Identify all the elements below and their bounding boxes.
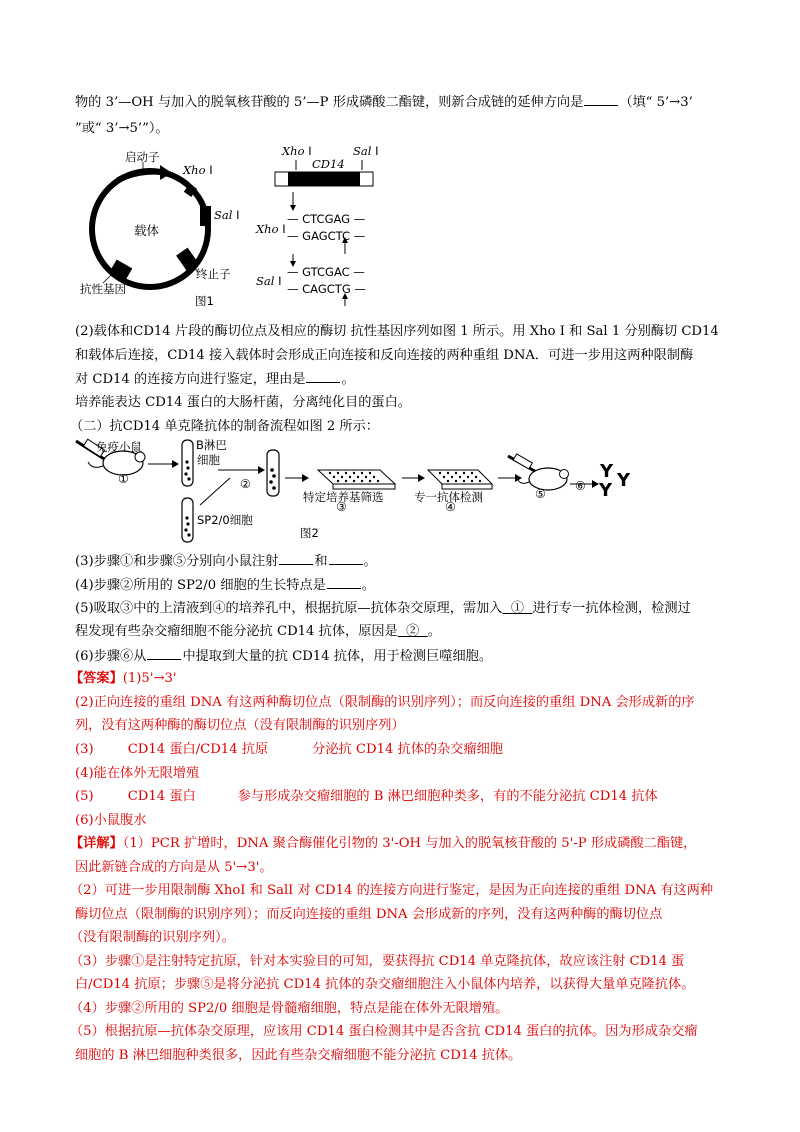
q2-line-4: 培养能表达 CD14 蛋白的大肠杆菌，分离纯化目的蛋白。: [75, 395, 411, 410]
resistance-gene-label: 抗性基因: [80, 282, 126, 296]
antibody-icon: Y: [600, 461, 614, 482]
step-3-label: ③: [336, 500, 347, 514]
b-cell-label-2: 细胞: [197, 453, 220, 467]
b-cell-label-1: B淋巴: [196, 438, 227, 452]
detail-3-line-2: 白/CD14 抗原；步骤⑤是将分泌抗 CD14 抗体的杂交瘤细胞注入小鼠体内培养，以获得大量单克隆抗体。: [75, 977, 695, 992]
seq-sal-top: — GTCGAC —: [287, 265, 365, 279]
q5-line-1: (5)吸取③中的上清液到④的培养孔中，根据抗原—抗体杂交原理，需加入 ① 进行专一抗体检测，检测过: [75, 601, 691, 616]
culture-plate-4-icon: [428, 470, 492, 489]
answer-6: (6)小鼠腹水: [75, 813, 147, 828]
seq-sal-label: Sal I: [256, 274, 282, 288]
xho-site-label: Xho I: [183, 163, 213, 177]
fused-cell-tube-icon: [267, 450, 279, 496]
q1-line-1: 物的 3’—OH 与加入的脱氧核苷酸的 5’—P 形成磷酸二酯键，则新合成链的延伸方向是 （填“ 5’→3’: [75, 92, 693, 113]
q5-line-2: 程发现有些杂交瘤细胞不能分泌抗 CD14 抗体，原因是 ② 。: [75, 624, 441, 639]
detail-1-line-1: 【详解】（1）PCR 扩增时，DNA 聚合酶催化引物的 3'-OH 与加入的脱氧核苷酸的 5'-P 形成磷酸二酯键，: [70, 836, 697, 851]
seq-xho-label: Xho I: [256, 222, 286, 236]
step-5-label: ⑤: [535, 487, 546, 501]
arrow-icon: [172, 460, 179, 468]
detail-5-line-1: （5）根据抗原—抗体杂交原理，应该用 CD14 蛋白检测其中是否含抗 CD14 蛋白的抗体。因为形成杂交瘤: [70, 1024, 698, 1039]
seq-sal-bottom: — CAGCTG —: [287, 282, 366, 296]
step-4-label: ④: [445, 500, 456, 514]
screen-label: 特定培养基筛选: [303, 490, 384, 504]
detail-2-line-3: （没有限制酶的识别序列）。: [70, 930, 235, 945]
figure-1-caption: 图1: [195, 294, 214, 308]
b-cell-tube-icon: [182, 440, 193, 486]
q6-line: (6)步骤⑥从 中提取到大量的抗 CD14 抗体，用于检测巨噬细胞。: [75, 646, 492, 667]
seq-xho-top: — CTCGAG —: [287, 212, 366, 226]
detail-4: （4）步骤②所用的 SP2/0 细胞是骨髓瘤细胞，特点是能在体外无限增殖。: [70, 1001, 509, 1016]
terminator-label: 终止子: [196, 267, 231, 281]
arrow-icon: [592, 480, 599, 488]
fragment-xho-label: Xho I: [282, 144, 312, 158]
answer-1: 【答案】(1)5'→3': [70, 671, 177, 686]
answer-4: (4)能在体外无限增殖: [75, 766, 200, 781]
arrow-icon: [302, 474, 309, 482]
sp2-cell-tube-icon: [182, 498, 193, 542]
detail-2-line-1: （2）可进一步用限制酶 XhoI 和 SalI 对 CD14 的连接方向进行鉴定，是因为正向连接的重组 DNA 有这两种: [70, 883, 714, 898]
answer-2-line-2: 列，没有这两种酶的酶切位点（没有限制酶的识别序列）: [75, 718, 405, 733]
detail-1-line-2: 因此新链合成的方向是从 5'→3'。: [75, 860, 273, 875]
answer-3: (3) CD14 蛋白/CD14 抗原 分泌抗 CD14 抗体的杂交瘤细胞: [75, 742, 504, 757]
antibody-icon: Y: [599, 480, 613, 501]
step-1-label: ①: [118, 472, 129, 486]
q2-line-1: (2)载体和CD14 片段的酶切位点及相应的酶切 抗性基因序列如图 1 所示。用 Xho I 和 Sal 1 分别酶切 CD14: [75, 324, 719, 339]
sp2-cell-label: SP2/0细胞: [197, 513, 253, 527]
cd14-label: CD14: [312, 157, 345, 171]
arrow-icon: [258, 466, 265, 474]
q2-line-3: 对 CD14 的连接方向进行鉴定，理由是 。: [75, 369, 355, 390]
q4-line: (4)步骤②所用的 SP2/0 细胞的生长特点是 。: [75, 575, 375, 596]
promoter-label: 启动子: [125, 150, 160, 164]
vector-label: 载体: [134, 223, 160, 238]
detail-5-line-2: 细胞的 B 淋巴细胞种类很多，因此有些杂交瘤细胞不能分泌抗 CD14 抗体。: [75, 1048, 522, 1063]
detect-label: 专一抗体检测: [414, 490, 483, 504]
seq-xho-bottom: — GAGCTC —: [287, 229, 366, 243]
q3-line: (3)步骤①和步骤⑤分别向小鼠注射 和 。: [75, 551, 377, 572]
step-2-label: ②: [240, 477, 251, 491]
immune-mouse-label: 免疫小鼠: [96, 440, 142, 454]
antibody-icon: Y: [617, 470, 631, 491]
sal-site-label: Sal I: [214, 208, 240, 222]
fragment-sal-label: Sal I: [353, 144, 379, 158]
figure-2-caption: 图2: [300, 526, 319, 540]
step-6-label: ⑥: [575, 479, 586, 493]
part-2-title: （二）抗CD14 单克隆抗体的制备流程如图 2 所示：: [70, 419, 379, 434]
q1-line-2: ”或“ 3’→5’”）。: [75, 121, 169, 136]
answer-5: (5) CD14 蛋白 参与形成杂交瘤细胞的 B 淋巴细胞种类多，有的不能分泌抗 CD14 抗体: [75, 789, 658, 804]
q2-line-2: 和载体后连接，CD14 接入载体时会形成正向连接和反向连接的两种重组 DNA．可进一步用这两种限制酶: [75, 348, 694, 363]
arrow-icon: [418, 474, 425, 482]
culture-plate-3-icon: [318, 470, 395, 489]
detail-3-line-1: （3）步骤①是注射特定抗原，针对本实验目的可知，要获得抗 CD14 单克隆抗体，故应该注射 CD14 蛋: [70, 954, 685, 969]
answer-2-line-1: (2)正向连接的重组 DNA 有这两种酶切位点（限制酶的识别序列）；而反向连接的重组 DNA 会形成新的序: [75, 695, 695, 710]
detail-2-line-2: 酶切位点（限制酶的识别序列）；而反向连接的重组 DNA 会形成新的序列，没有这两种酶的酶切位点: [75, 907, 663, 922]
